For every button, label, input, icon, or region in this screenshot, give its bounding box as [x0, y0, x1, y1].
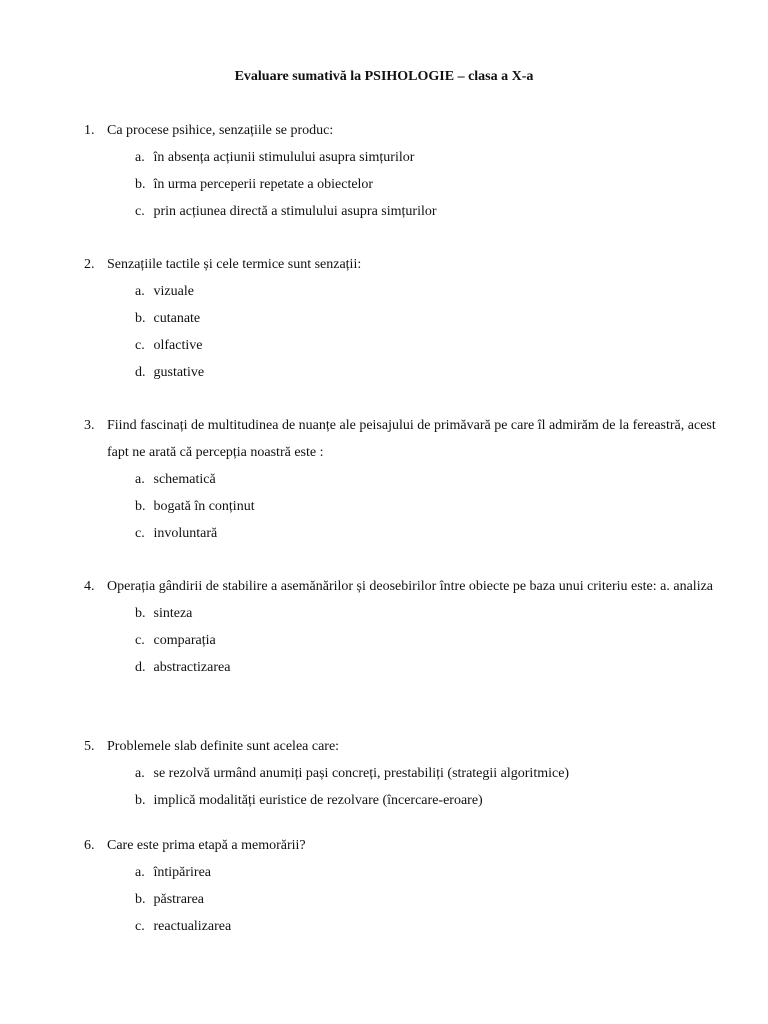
option-letter: b.	[135, 499, 146, 514]
question-3	[84, 412, 724, 547]
option-text: gustative	[153, 365, 205, 380]
option-text: vizuale	[153, 284, 194, 299]
answer-option	[84, 600, 724, 627]
question-text: Care este prima etapă a memorării?	[107, 838, 306, 853]
answer-option	[84, 913, 724, 940]
option-letter: c.	[135, 204, 145, 219]
answer-option	[84, 198, 724, 225]
question-number: 2.	[84, 257, 95, 272]
option-text: prin acțiunea directă a stimulului asupra simțurilor	[153, 204, 437, 219]
option-text: întipărirea	[153, 865, 212, 880]
option-text: bogată în conținut	[153, 499, 255, 514]
option-letter: b.	[135, 311, 146, 326]
answer-option	[84, 144, 724, 171]
answer-option	[84, 466, 724, 493]
answer-option	[84, 654, 724, 681]
question-row	[84, 733, 724, 760]
option-letter: a.	[135, 284, 145, 299]
answer-option	[84, 627, 724, 654]
answer-option	[84, 886, 724, 913]
option-letter: b.	[135, 793, 146, 808]
question-row	[84, 117, 724, 144]
answer-option	[84, 359, 724, 386]
question-number: 4.	[84, 579, 95, 594]
answer-option	[84, 305, 724, 332]
question-number: 5.	[84, 739, 95, 754]
option-text: cutanate	[153, 311, 201, 326]
option-letter: c.	[135, 338, 145, 353]
question-text: Fiind fascinați de multitudinea de nuanțe ale peisajului de primăvară pe care îl admirăm de la fereastră, acest fapt ne arată că percepția noastră este :	[107, 418, 716, 460]
option-letter: b.	[135, 606, 146, 621]
question-row	[84, 251, 724, 278]
question-6	[84, 832, 724, 940]
answer-option	[84, 787, 724, 814]
option-letter: a.	[135, 766, 145, 781]
answer-option	[84, 760, 724, 787]
question-number: 3.	[84, 418, 95, 433]
answer-option	[84, 278, 724, 305]
option-text: abstractizarea	[153, 660, 231, 675]
question-text: Senzațiile tactile și cele termice sunt senzații:	[107, 257, 362, 272]
option-letter: a.	[135, 865, 145, 880]
option-text: se rezolvă urmând anumiți pași concreți, prestabiliți (strategii algoritmice)	[153, 766, 570, 781]
page-title: Evaluare sumativă la PSIHOLOGIE – clasa a X-a	[234, 69, 534, 84]
question-1	[84, 117, 724, 225]
answer-option	[84, 171, 724, 198]
option-letter: b.	[135, 177, 146, 192]
question-5	[84, 733, 724, 814]
option-text: reactualizarea	[153, 919, 232, 934]
option-text: schematică	[153, 472, 216, 487]
option-letter: c.	[135, 633, 145, 648]
question-row	[84, 573, 724, 600]
option-letter: a.	[135, 150, 145, 165]
option-letter: b.	[135, 892, 146, 907]
question-2	[84, 251, 724, 386]
option-letter: c.	[135, 526, 145, 541]
answer-option	[84, 859, 724, 886]
option-text: comparația	[153, 633, 216, 648]
option-letter: c.	[135, 919, 145, 934]
option-text: sinteza	[153, 606, 193, 621]
option-text: olfactive	[153, 338, 203, 353]
question-text: Ca procese psihice, senzațiile se produc:	[107, 123, 334, 138]
option-letter: a.	[135, 472, 145, 487]
answer-option	[84, 520, 724, 547]
option-text: păstrarea	[153, 892, 205, 907]
answer-option	[84, 493, 724, 520]
question-number: 6.	[84, 838, 95, 853]
option-letter: d.	[135, 660, 146, 675]
option-text: involuntară	[153, 526, 218, 541]
question-number: 1.	[84, 123, 95, 138]
answer-option	[84, 332, 724, 359]
option-text: în absența acțiunii stimulului asupra simțurilor	[153, 150, 415, 165]
option-text: implică modalități euristice de rezolvare (încercare-eroare)	[153, 793, 483, 808]
option-letter: d.	[135, 365, 146, 380]
question-text: Operația gândirii de stabilire a asemănărilor și deosebirilor între obiecte pe baza unui criteriu este: a. analiza	[107, 579, 714, 594]
question-4	[84, 573, 724, 681]
question-row	[84, 832, 724, 859]
question-row	[84, 412, 724, 466]
question-text: Problemele slab definite sunt acelea care:	[107, 739, 340, 754]
option-text: în urma perceperii repetate a obiectelor	[153, 177, 374, 192]
